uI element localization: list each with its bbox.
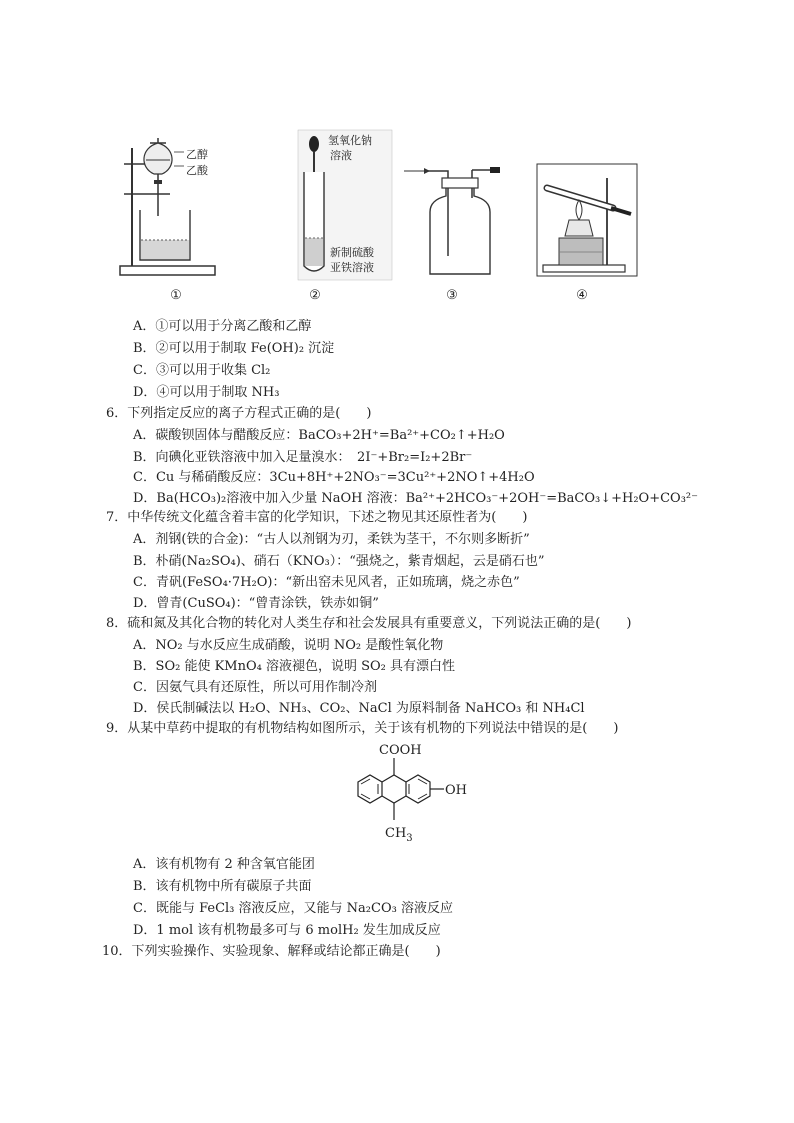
q8-option-a: A．NO₂ 与水反应生成硝酸，说明 NO₂ 是酸性氧化物 [133,638,444,653]
q9-structure-diagram [330,740,490,850]
figure-4-heating-apparatus [535,128,640,283]
q8-option-c: C．因氨气具有还原性，所以可用作制冷剂 [133,680,377,695]
figure-2-text-ferrous-solution: 亚铁溶液 [330,261,374,274]
q7-option-d: D．曾青(CuSO₄)：“曾青涂铁，铁赤如铜” [133,596,379,611]
q5-option-a: A．①可以用于分离乙酸和乙醇 [133,319,312,334]
figure-1-label: ① [170,288,182,303]
figure-2-label: ② [309,288,321,303]
q9-option-a: A．该有机物有 2 种含氧官能团 [133,857,315,872]
q7-stem: 7．中华传统文化蕴含着丰富的化学知识，下述之物见其还原性者为( ) [106,510,528,525]
q6-option-c: C．Cu 与稀硝酸反应：3Cu+8H⁺+2NO₃⁻=3Cu²⁺+2NO↑+4H₂O [133,470,535,485]
figure-2-text-naoh: 氢氧化钠 [328,134,372,147]
q6-option-b: B．向碘化亚铁溶液中加入足量溴水： 2I⁻+Br₂=I₂+2Br⁻ [133,450,473,465]
q5-option-b: B．②可以用于制取 Fe(OH)₂ 沉淀 [133,341,335,356]
figure-2-test-tube [290,128,400,283]
q9-option-d: D．1 mol 该有机物最多可与 6 molH₂ 发生加成反应 [133,923,441,938]
struct-oh-label: OH [445,783,467,798]
q7-option-b: B．朴硝(Na₂SO₄)、硝石（KNO₃）：“强烧之，紫青烟起，云是硝石也” [133,554,545,569]
figure-1-text-ethanol: 乙醇 [186,148,208,161]
figure-3-label: ③ [446,288,458,303]
q7-option-c: C．青矾(FeSO₄·7H₂O)：“新出窑未见风者，正如琉璃，烧之赤色” [133,575,520,590]
figure-1-separatory-funnel [110,128,220,283]
q5-option-c: C．③可以用于收集 Cl₂ [133,363,271,378]
q5-option-d: D．④可以用于制取 NH₃ [133,385,280,400]
q6-option-d: D．Ba(HCO₃)₂溶液中加入少量 NaOH 溶液：Ba²⁺+2HCO₃⁻+2OH⁻=BaCO₃↓+H₂O+CO₃²⁻ [133,491,698,506]
q9-stem: 9．从某中草药中提取的有机物结构如图所示，关于该有机物的下列说法中错误的是( ) [106,721,619,736]
figure-3-gas-bottle [400,128,510,283]
q8-stem: 8．硫和氮及其化合物的转化对人类生存和社会发展具有重要意义，下列说法正确的是( ) [106,616,632,631]
figure-2-text-solution: 溶液 [330,149,352,162]
q9-option-c: C．既能与 FeCl₃ 溶液反应，又能与 Na₂CO₃ 溶液反应 [133,901,453,916]
q6-stem: 6．下列指定反应的离子方程式正确的是( ) [106,406,372,421]
figure-1-text-acetic-acid: 乙酸 [186,164,208,177]
q7-option-a: A．剂钢(铁的合金)：“古人以剂钢为刃，柔铁为茎干，不尔则多断折” [133,532,530,547]
figure-4-label: ④ [576,288,588,303]
q10-stem: 10．下列实验操作、实验现象、解释或结论都正确是( ) [102,944,441,959]
struct-ch3-label: $CH_3$ [385,826,413,844]
q6-option-a: A．碳酸钡固体与醋酸反应：BaCO₃+2H⁺=Ba²⁺+CO₂↑+H₂O [133,428,505,443]
q8-option-b: B．SO₂ 能使 KMnO₄ 溶液褪色，说明 SO₂ 具有漂白性 [133,659,456,674]
q9-option-b: B．该有机物中所有碳原子共面 [133,879,312,894]
figure-2-text-fresh-sulfate: 新制硫酸 [330,246,374,259]
q8-option-d: D．侯氏制碱法以 H₂O、NH₃、CO₂、NaCl 为原料制备 NaHCO₃ 和 NH₄Cl [133,701,585,716]
apparatus-figures [110,128,630,308]
struct-cooh-label: COOH [379,743,422,758]
